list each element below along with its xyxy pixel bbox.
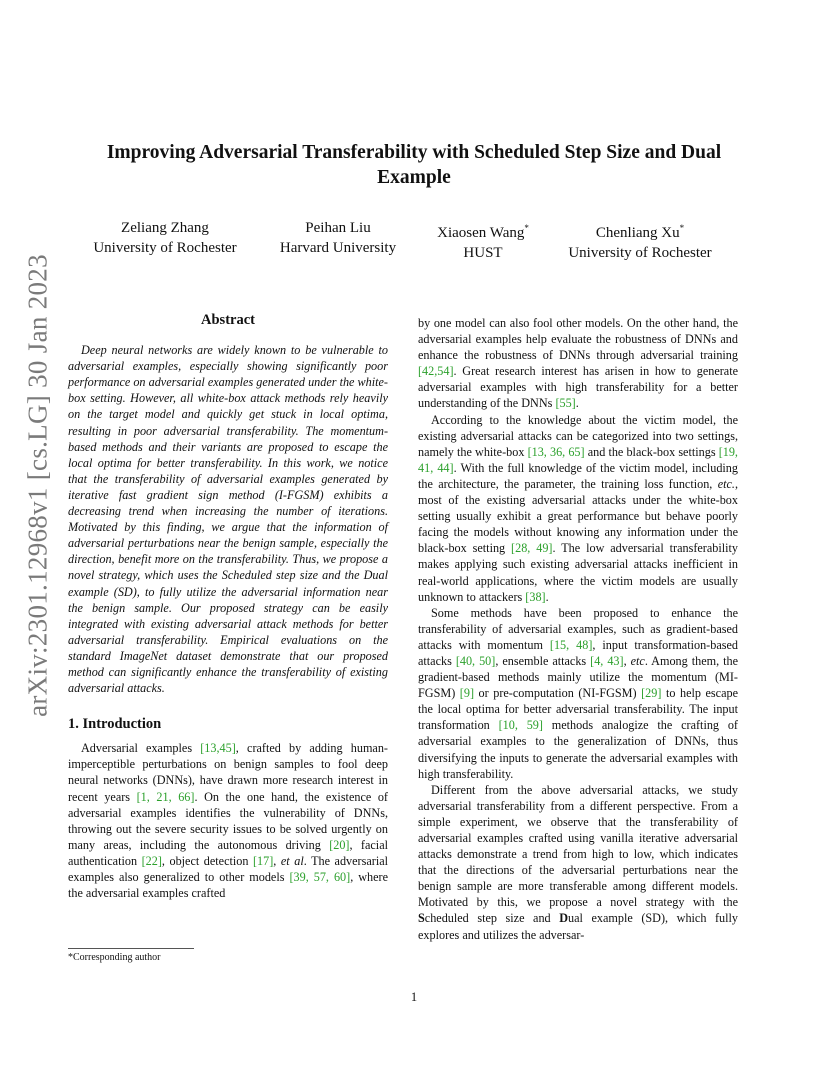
author-name: Zeliang Zhang: [121, 220, 209, 236]
citation-link[interactable]: [13,45]: [200, 741, 236, 756]
citation-link[interactable]: [4, 43]: [590, 653, 624, 668]
citation-link[interactable]: [1, 21, 66]: [136, 789, 195, 804]
citation-link[interactable]: [15, 48]: [549, 637, 593, 652]
bold-text: D: [559, 911, 569, 926]
citation-link[interactable]: [9]: [459, 686, 475, 701]
author-affiliation: HUST: [463, 244, 503, 261]
citation-link[interactable]: [28, 49]: [511, 541, 553, 556]
right-column: [418, 315, 738, 943]
citation-link[interactable]: [55]: [555, 396, 576, 411]
citation-link[interactable]: [42,54]: [418, 364, 454, 379]
left-column: [68, 312, 388, 901]
author-name: Peihan Liu: [305, 220, 371, 236]
footnote-rule: [68, 948, 194, 949]
citation-link[interactable]: [38]: [525, 589, 546, 604]
corresponding-mark: *: [679, 223, 685, 233]
author-affiliation: Harvard University: [279, 239, 397, 256]
footnote: *Corresponding author: [68, 952, 161, 963]
author-affiliation: University of Rochester: [93, 239, 237, 256]
intro-paragraph-cont: by one model can also fool other models. On the other hand, the adversarial examples help evaluate the robustness of DNNs and enhance the robustness of DNNs through adversarial training [42,54]. Great research interest has arisen in how to generate adversarial examples with high transferability for a better understanding of the DNNs [55].: [418, 316, 738, 411]
page-number: 1: [410, 990, 418, 1004]
intro-paragraph: Different from the above adversarial attacks, we study adversarial transferability from a different perspective. From a simple experiment, we observe that the transferability of adversarial examples crafted using vanilla iterative adversarial attacks demonstrate a trend from high to low, which indicates that the directions of the adversarial perturbations near the benign sample are more transferable among different models. Motivated by this, we propose a novel strategy with the Scheduled step size and Dual example (SD), which fully explores and utilizes the adversar-: [418, 782, 739, 942]
citation-link[interactable]: [20]: [329, 837, 350, 852]
citation-link[interactable]: [13, 36, 65]: [527, 444, 585, 459]
bold-text: S: [418, 911, 425, 926]
author-affiliation: University of Rochester: [568, 244, 712, 261]
citation-link[interactable]: [22]: [141, 853, 162, 868]
author-4: [545, 219, 735, 263]
author-name: Xiaosen Wang: [437, 225, 525, 241]
citation-link[interactable]: [17]: [252, 853, 274, 868]
corresponding-mark: *: [524, 223, 529, 233]
abstract-text: Deep neural networks are widely known to be vulnerable to adversarial examples, especially showing significantly poor performance on adversarial examples generated under the white-box setting. However, all white-box attack methods rely heavily on the target model and quickly get stuck in local optima, resulting in poor adversarial transferability. The momentum-based methods and their variants are proposed to escape the local optima for better transferability. In this work, we notice that the transferability of adversarial examples generated by iterative fast gradient sign method (I-FGSM) exhibits a decreasing trend when increasing the number of iterations. Motivated by this finding, we argue that the information of adversarial perturbations near the benign sample, especially the direction, benefit more on the transferability. Thus, we propose a novel strategy, which uses the Scheduled step size and the Dual example (SD), to fully utilize the adversarial information near the benign sample. Our proposed strategy can be easily integrated with existing adversarial attack methods for better adversarial transferability. Empirical evaluations on the standard ImageNet dataset demonstrate that our proposed method can significantly enhance the transferability of existing adversarial attacks.: [68, 343, 388, 696]
arxiv-side-label: arXiv:2301.12968v1 [cs.LG] 30 Jan 2023: [22, 254, 53, 717]
author-name: Chenliang Xu: [595, 225, 680, 241]
citation-link[interactable]: [10, 59]: [498, 718, 543, 733]
intro-paragraph: According to the knowledge about the victim model, the existing adversarial attacks can be categorized into two settings, namely the white-box [13, 36, 65] and the black-box settings [19, 41, 44]. With the full knowledge of the victim model, including the architecture, the parameter, the training loss function, etc., most of the existing adversarial attacks under the white-box setting usually exhibit a great performance but behave poorly facing the models without knowing any information under the black-box setting [28, 49]. The low adversarial transferability makes applying such existing adversarial attacks inefficient in real-world applications, where the victim models are usually unknown to attackers [38].: [418, 412, 738, 604]
intro-paragraph: Some methods have been proposed to enhance the transferability of adversarial examples, such as gradient-based attacks with momentum [15, 48], input transformation-based attacks [40, 50], ensemble attacks [4, 43], etc. Among them, the gradient-based methods mainly utilize the momentum (MI-FGSM) [9] or pre-computation (NI-FGSM) [29] to help escape the local optima for better adversarial transferability. The input transformation [10, 59] methods analogize the crafting of adversarial examples to the generalization of DNNs, thus diversifying the inputs to generate the adversarial examples with high transferability.: [418, 605, 738, 781]
citation-link[interactable]: [40, 50]: [455, 653, 496, 668]
emphasis-text: et al: [280, 853, 304, 868]
section-heading-introduction: 1. Introduction: [68, 716, 162, 733]
intro-paragraph: Adversarial examples [13,45], crafted by adding human-imperceptible perturbations on benign samples to fool deep neural networks (DNNs), have drawn more research interest in recent years [1, 21, 66]. On the one hand, the existence of adversarial examples identifies the vulnerability of DNNs, throwing out the severe security issues to be solved urgently on many areas, including the autonomous driving [20], facial authentication [22], object detection [17], et al. The adversarial examples also generalized to other models [39, 57, 60], where the adversarial examples crafted: [68, 741, 389, 901]
author-1: [70, 219, 260, 258]
emphasis-text: etc: [630, 653, 645, 668]
citation-link[interactable]: [29]: [641, 686, 662, 701]
paper-title: Improving Adversarial Transferability with Scheduled Step Size and Dual Example: [106, 142, 722, 188]
emphasis-text: etc.: [717, 476, 735, 491]
citation-link[interactable]: [19, 41, 44]: [418, 444, 738, 475]
abstract-heading: Abstract: [201, 312, 255, 328]
citation-link[interactable]: [39, 57, 60]: [289, 870, 351, 884]
